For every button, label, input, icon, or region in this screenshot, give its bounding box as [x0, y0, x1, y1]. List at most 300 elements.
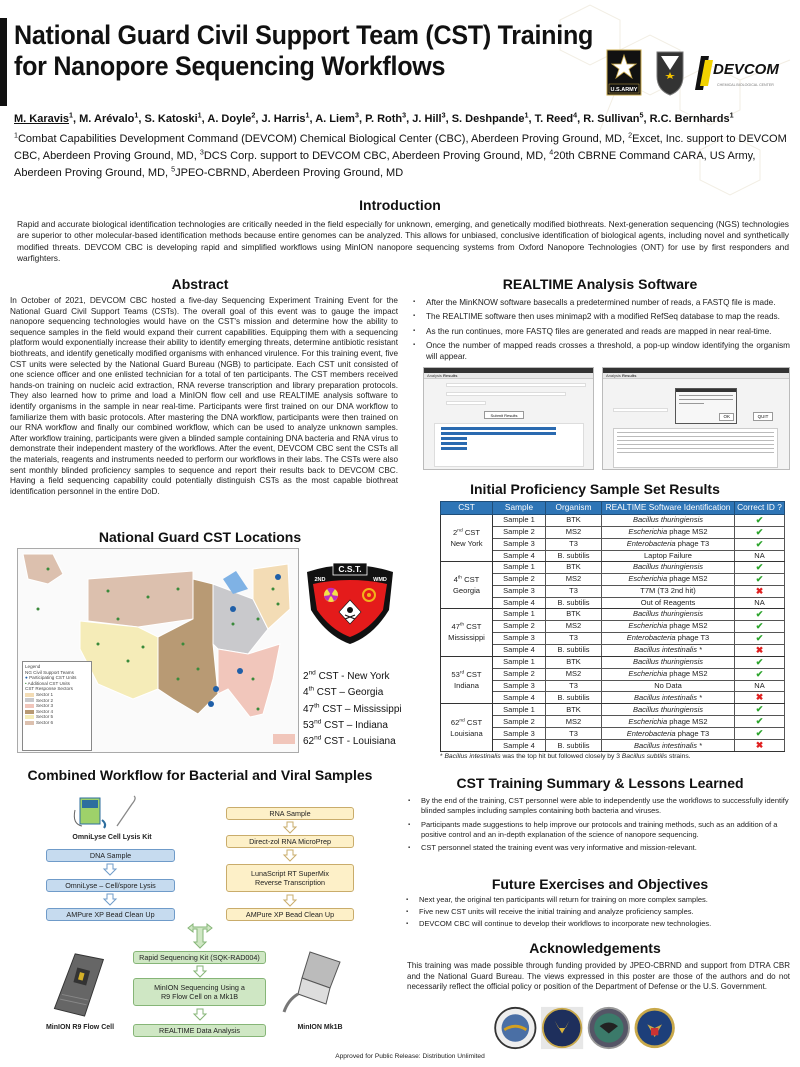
- table-row: [441, 550, 785, 561]
- identification-cell: [602, 728, 735, 740]
- correct-id-cell: [735, 514, 785, 526]
- quit-button: QUIT: [753, 412, 773, 421]
- sector-swatch: [25, 710, 34, 714]
- omnilyse-lysis-step: OmniLyse – Cell/spore Lysis: [46, 879, 175, 892]
- identification-cell: [602, 704, 735, 716]
- sample-cell: Sample 1: [493, 608, 546, 620]
- legend-title: Legend: [25, 664, 41, 669]
- organism-cell: BTK: [546, 704, 602, 716]
- future-bullet: ▪ Next year, the original ten participants will return for training on more complex samples.: [403, 895, 798, 905]
- sample-cell: Sample 3: [493, 538, 546, 550]
- identification-species: Bacillus intestinalis *: [634, 692, 702, 702]
- affiliation-text: DCS Corp. support to DEVCOM CBC, Aberdeen Proving Ground, MD,: [203, 150, 550, 162]
- author-affiliation-number: 1: [524, 111, 529, 120]
- author-affiliation-number: 5: [639, 111, 644, 120]
- identification-cell: [602, 740, 735, 752]
- identification-text: phage MS2: [667, 574, 708, 584]
- cst-label: CST: [462, 574, 480, 584]
- summary-bullet: ▪ By the end of the training, CST personnel were able to independently use the workflows to successfully identify blinded samples including samples containing both bacteria and viruses.: [405, 796, 800, 817]
- devcom-text: DEVCOM: [713, 61, 779, 78]
- checkmark-icon: ✔: [755, 620, 764, 631]
- table-row: [441, 680, 785, 691]
- omnilyse-kit-caption: OmniLyse Cell Lysis Kit: [72, 834, 152, 841]
- affiliation-number: 4: [549, 148, 554, 157]
- screenshot-tabs: [603, 373, 789, 379]
- table-row: [441, 740, 785, 752]
- realtime-bullet: ▪ As the run continues, more FASTQ files are generated and reads are mapped in near real-time.: [410, 326, 790, 337]
- cst-state: New York: [450, 538, 483, 548]
- identification-species: Bacillus thuringiensis: [632, 609, 704, 619]
- cst-ordinal: 53: [451, 669, 460, 679]
- checkmark-icon: ✔: [755, 526, 764, 537]
- author-affiliation-number: 1: [197, 111, 202, 120]
- cst-state: Mississippi: [448, 633, 485, 643]
- sample-cell: Sample 4: [493, 550, 546, 561]
- summary-bullets: [405, 796, 800, 856]
- author-name: R.C. Bernhards: [649, 113, 730, 125]
- abstract-text: In October of 2021, DEVCOM CBC hosted a five-day Sequencing Experiment Training Event for the National Guard Civil Support Teams (CSTs). The overall goal of this event was to gauge the impact nanopore sequencing technologies would have on the CST's mission and determine how the ability to sequence samples in the field would expand their current capabilities. Equipping them with a sequencing platform would exponentially increase their ability to identify emerging threats, determine antibiotic resistant biothreats, and identify genetically modified organisms with enhanced virulence. For this training event, five CST units were selected by the National Guard Bureau (NGB) to participate. Each CST unit consisted of one science officer and one enlisted technician for a total of ten participants. The CST members received hands-on training on nucleic acid extraction, RNA reverse transcription and library preparation protocols. They also learned how to prime and load a MinION flow cell and use REALTIME analysis software to identify organisms in the sample in near real-time. Participants were first trained on our DNA workflow to familiarize them with basic protocols. After mastering the DNA workflow, participants were then trained on our RNA workflow and finally our combined workflow, which can be used to analyze unknown samples. After workflow training, participants were given a blinded sample containing DNA bacteria and RNA virus to demonstrate their independent mastery of the workflows. After the event, DEVCOM CBC sent the CSTs all the materials, reagents and instruments needed to perform our workflows in their labs. The CSTs were also sent monthly blinded proficiency samples to sequence and report their results back to DEVCOM CBC. Having a field sequencing capability could potentially distinguish CSTs as the most capable biothreat identification personnel in the entire DoD.: [10, 296, 398, 496]
- sample-cell: Sample 2: [493, 620, 546, 632]
- identification-species: Enterobacteria: [626, 633, 676, 643]
- jpeo-cbrnd-seal: [495, 1008, 535, 1048]
- release-statement: Approved for Public Release: Distribution Unlimited: [335, 1053, 485, 1060]
- table-row: [441, 632, 785, 644]
- footnote-end: strains.: [667, 753, 691, 761]
- sample-cell: Sample 4: [493, 740, 546, 752]
- not-applicable-label: NA: [754, 597, 765, 607]
- identification-text: phage T3: [675, 633, 710, 643]
- sector-label: Sector 2: [36, 697, 54, 703]
- correct-id-cell: [735, 668, 785, 680]
- legend-additional-label: Additional CST Units: [27, 680, 70, 686]
- cst-unit-text: CST – Indiana: [321, 719, 388, 731]
- identification-text: phage T3: [675, 728, 710, 738]
- cst-ordinal-suffix: th: [460, 622, 465, 628]
- rapid-sequencing-kit-step: Rapid Sequencing Kit (SQK-RAD004): [133, 951, 266, 964]
- future-heading: Future Exercises and Objectives: [491, 876, 709, 892]
- tab-results: Results: [622, 373, 637, 378]
- future-bullet: ▪ Five new CST units will receive the initial training and analyze proficiency samples.: [403, 907, 798, 917]
- future-bullet: ▪ DEVCOM CBC will continue to develop their workflows to incorporate new technologies.: [403, 919, 798, 929]
- table-row: [441, 526, 785, 538]
- cst-unit-suffix: nd: [314, 718, 322, 726]
- sector-swatch: [25, 698, 34, 702]
- cst-unit-item: [303, 669, 413, 685]
- organism-cell: MS2: [546, 620, 602, 632]
- checkmark-icon: ✔: [755, 656, 764, 667]
- author-name: M. Karavis: [14, 113, 70, 125]
- table-row: [441, 573, 785, 585]
- sample-cell: Sample 3: [493, 728, 546, 740]
- correct-id-cell: [735, 608, 785, 620]
- locations-heading: National Guard CST Locations: [98, 529, 302, 545]
- identification-species: Enterobacteria: [626, 728, 676, 738]
- table-row: [441, 644, 785, 656]
- footnote-text: was the top hit but followed closely by 3: [500, 753, 622, 761]
- affiliation-text: 20th CBRNE Command CARA, US Army, Aberdeen Proving Ground, MD,: [14, 150, 756, 179]
- author-name: P. Roth: [365, 113, 403, 125]
- identification-text: No Data: [654, 680, 682, 690]
- army-logo-text: U.S.ARMY: [610, 87, 638, 93]
- sector-label: Sector 5: [36, 714, 54, 720]
- proficiency-heading: Initial Proficiency Sample Set Results: [470, 481, 720, 497]
- organism-cell: MS2: [546, 573, 602, 585]
- title-line-1: National Guard Civil Support Team (CST) Training: [14, 20, 594, 50]
- table-row: [441, 561, 785, 573]
- abstract-heading: Abstract: [171, 276, 229, 292]
- sample-cell: Sample 3: [493, 585, 546, 597]
- footnote-species-1: Bacillus intestinalis: [444, 753, 501, 761]
- down-arrow-icon: [104, 894, 116, 905]
- down-arrow-icon: [284, 895, 296, 906]
- cst-unit-ordinal: 62: [303, 736, 315, 748]
- affiliation-number: 1: [14, 131, 18, 140]
- cst-ordinal: 4: [453, 574, 458, 584]
- cst-label: CST: [464, 717, 483, 727]
- sample-cell: Sample 3: [493, 632, 546, 644]
- correct-id-cell: [735, 680, 785, 691]
- correct-id-cell: [735, 644, 785, 656]
- minion-sequencing-step: [133, 978, 266, 1006]
- sample-cell: Sample 2: [493, 526, 546, 538]
- summary-bullet: ▪ CST personnel stated the training event was very informative and mission-relevant.: [405, 843, 800, 853]
- correct-id-cell: [735, 550, 785, 561]
- correct-id-cell: [735, 728, 785, 740]
- sample-cell: Sample 2: [493, 668, 546, 680]
- cross-icon: ✖: [755, 740, 764, 751]
- directzol-rna-step: Direct-zol RNA MicroPrep: [226, 835, 354, 848]
- identification-cell: [602, 585, 735, 597]
- table-row: [441, 656, 785, 668]
- organism-cell: MS2: [546, 716, 602, 728]
- sector-swatch: [25, 721, 34, 725]
- cst-unit-cell: [441, 656, 493, 703]
- organism-cell: BTK: [546, 561, 602, 573]
- proficiency-results-table: [440, 501, 785, 752]
- participating-cst-list: [303, 669, 413, 750]
- cst-unit-ordinal: 4: [303, 687, 309, 699]
- table-row: [441, 620, 785, 632]
- identification-cell: [602, 632, 735, 644]
- badge-left-text: 2ND: [314, 577, 326, 583]
- popup-ok-button: OK: [719, 413, 734, 421]
- lunascript-line-1: LunaScript RT SuperMix: [250, 869, 330, 878]
- file-field: [613, 408, 668, 412]
- minion-device-image: [282, 948, 352, 1018]
- correct-id-cell: [735, 526, 785, 538]
- author-affiliation-number: 3: [354, 111, 359, 120]
- correct-id-cell: [735, 716, 785, 728]
- introduction-text: Rapid and accurate biological identification technologies are critically needed in the field especially for unknown, emerging, and genetically modified biothreats. Next-generation sequencing (NGS) technologies are superior to other molecular-based identification methods because entire genomes can be analyzed. This allows for unbiased, conclusive identification of biological agents, including novel and synthetically modified threats. DEVCOM CBC is developing rapid and simplified workflows using MinION nanopore sequencing systems from Oxford Nanopore Technologies (ONT) for use by first responders and warfighters.: [17, 219, 789, 264]
- legend-participating: ● Participating CST Units: [25, 675, 77, 681]
- affiliation-number: 2: [628, 131, 633, 140]
- organism-cell: T3: [546, 585, 602, 597]
- realtime-screenshot-analysis: [423, 367, 594, 470]
- correct-id-cell: [735, 704, 785, 716]
- author-affiliation-number: 1: [305, 111, 310, 120]
- national-guard-bureau-seal: [541, 1007, 583, 1049]
- sample-cell: Sample 1: [493, 561, 546, 573]
- author-name: T. Reed: [534, 113, 574, 125]
- checkmark-icon: ✔: [755, 728, 764, 739]
- affiliation-text: Combat Capabilities Development Command (DEVCOM) Chemical Biological Center (CBC), Aberdeen Proving Ground, MD,: [17, 133, 629, 145]
- identification-cell: [602, 668, 735, 680]
- author-name: S. Katoski: [144, 113, 198, 125]
- acknowledgements-text: This training was made possible through funding provided by JPEO-CBRND and support from DTRA CBR and the National Guard Bureau. The views expressed in this poster are those of the authors and do not necessarily reflect the official policy or position of the Department of Defense or the U.S. Government.: [407, 961, 790, 992]
- correct-id-cell: [735, 692, 785, 704]
- identification-cell: [602, 514, 735, 526]
- sample-cell: Sample 4: [493, 597, 546, 608]
- author-name: A. Liem: [315, 113, 355, 125]
- organism-field: [446, 392, 566, 396]
- organism-cell: B. subtilis: [546, 740, 602, 752]
- flow-cell-caption: MinION R9 Flow Cell: [45, 1024, 115, 1031]
- correct-id-cell: [735, 620, 785, 632]
- organism-cell: BTK: [546, 608, 602, 620]
- down-arrow-icon: [194, 966, 206, 977]
- identification-cell: [602, 597, 735, 608]
- identification-text: phage T3: [675, 539, 710, 548]
- submit-results-button: Submit Results: [484, 411, 524, 419]
- cst-unit-ordinal: 47: [303, 703, 315, 715]
- cst-unit-suffix: nd: [314, 734, 322, 742]
- dna-sample-step: DNA Sample: [46, 849, 175, 862]
- identification-species: Escherichia: [628, 716, 668, 726]
- identification-species: Bacillus thuringiensis: [632, 562, 704, 572]
- legend-teams-title: NG Civil Support Teams: [25, 669, 74, 675]
- sector-6-region: [88, 571, 193, 627]
- checkmark-icon: ✔: [755, 632, 764, 643]
- correct-id-cell: [735, 561, 785, 573]
- affiliation-number: 5: [171, 165, 176, 174]
- affiliation-text: Excet, Inc. support to DEVCOM CBC, Aberdeen Proving Ground, MD,: [14, 133, 787, 162]
- cst-label: CST: [464, 622, 482, 632]
- affiliations: [14, 131, 794, 182]
- identification-text: T7M (T3 2nd hit): [640, 586, 696, 596]
- cst-ordinal-suffix: th: [457, 575, 463, 581]
- realtime-analysis-step: REALTIME Data Analysis: [133, 1024, 266, 1037]
- rna-sample-step: RNA Sample: [226, 807, 354, 820]
- lunascript-line-2: Reverse Transcription: [255, 878, 325, 887]
- organism-cell: B. subtilis: [546, 597, 602, 608]
- cutoff-field: [446, 401, 486, 405]
- identification-cell: [602, 644, 735, 656]
- checkmark-icon: ✔: [755, 514, 764, 525]
- organism-cell: T3: [546, 680, 602, 691]
- identification-species: Escherichia: [628, 621, 668, 631]
- identification-species: Bacillus thuringiensis: [632, 704, 704, 714]
- identification-species: Escherichia: [628, 574, 668, 584]
- cross-icon: ✖: [755, 644, 764, 655]
- checkmark-icon: ✔: [755, 538, 764, 549]
- organism-cell: B. subtilis: [546, 692, 602, 704]
- organism-cell: T3: [546, 632, 602, 644]
- sample-cell: Sample 1: [493, 514, 546, 526]
- legend-sector-item: [25, 720, 89, 726]
- organism-cell: BTK: [546, 514, 602, 526]
- organism-cell: BTK: [546, 656, 602, 668]
- column-header-correct-id: Correct ID ?: [735, 502, 785, 515]
- realtime-screenshot-results: [602, 367, 790, 470]
- organism-cell: MS2: [546, 668, 602, 680]
- rna-ampure-cleanup-step: AMPure XP Bead Clean Up: [226, 908, 354, 921]
- flow-cell-image: [45, 952, 110, 1018]
- column-header-identification: REALTIME Software Identification: [602, 502, 735, 515]
- author-affiliation-number: 1: [729, 111, 734, 120]
- sample-cell: Sample 2: [493, 716, 546, 728]
- identification-cell: [602, 526, 735, 538]
- author-affiliation-number: 3: [402, 111, 407, 120]
- cst-state: Georgia: [452, 585, 481, 595]
- correct-id-cell: [735, 597, 785, 608]
- cst-unit-cell: [441, 704, 493, 752]
- badge-right-text: WMD: [373, 577, 387, 583]
- cst-ordinal: 47: [451, 622, 460, 632]
- organism-cell: MS2: [546, 526, 602, 538]
- cst-unit-ordinal: 2: [303, 671, 309, 682]
- checkmark-icon: ✔: [755, 704, 764, 715]
- legend-sectors-title: CST Response Sectors: [25, 686, 73, 692]
- results-log: [613, 428, 778, 468]
- correct-id-cell: [735, 740, 785, 752]
- table-row: [441, 514, 785, 526]
- down-arrow-icon: [284, 850, 296, 861]
- table-row: [441, 692, 785, 704]
- down-arrow-icon: [194, 1009, 206, 1020]
- legend-participating-label: Participating CST Units: [29, 675, 77, 681]
- realtime-bullet: ▪ After the MinKNOW software basecalls a predetermined number of reads, a FASTQ file is made.: [410, 297, 790, 308]
- table-footnote: [440, 753, 785, 761]
- cst-ordinal: 62: [450, 717, 460, 727]
- sector-swatch: [25, 693, 34, 697]
- correct-id-cell: [735, 573, 785, 585]
- dna-ampure-cleanup-step: AMPure XP Bead Clean Up: [46, 908, 175, 921]
- realtime-bullet: ▪ Once the number of mapped reads crosses a threshold, a pop-up window identifying the organism will appear.: [410, 340, 790, 363]
- cst-unit-cell: [441, 608, 493, 656]
- author-affiliation-number: 1: [69, 111, 74, 120]
- author-affiliation-number: 2: [251, 111, 256, 120]
- cst-state: Indiana: [454, 680, 479, 690]
- sample-cell: Sample 4: [493, 692, 546, 704]
- correct-id-cell: [735, 538, 785, 550]
- identification-text: Laptop Failure: [644, 550, 692, 560]
- cst-ordinal-suffix: nd: [457, 528, 463, 534]
- identification-cell: [602, 680, 735, 691]
- identification-text: phage MS2: [667, 621, 708, 631]
- lunascript-rt-step: [226, 864, 354, 892]
- dtra-seal: [589, 1008, 629, 1048]
- identification-species: Enterobacteria: [626, 539, 676, 548]
- cst-unit-ordinal: 53: [303, 719, 315, 731]
- affiliation-text: JPEO-CBRND, Aberdeen Proving Ground, MD: [175, 167, 404, 179]
- future-bullets: [403, 895, 798, 931]
- checkmark-icon: ✔: [755, 561, 764, 572]
- realtime-heading: REALTIME Analysis Software: [502, 276, 698, 292]
- sector-swatch: [25, 715, 34, 719]
- identification-text: phage MS2: [667, 716, 708, 726]
- identification-cell: [602, 656, 735, 668]
- not-applicable-label: NA: [754, 550, 765, 560]
- correct-id-cell: [735, 585, 785, 597]
- sector-label: Sector 1: [36, 691, 54, 697]
- sector-label: Sector 6: [36, 719, 54, 725]
- tab-analysis: Analysis: [606, 373, 621, 378]
- organism-cell: T3: [546, 538, 602, 550]
- sponsor-logos: [605, 48, 795, 98]
- cst-label: CST: [462, 527, 481, 537]
- column-header-cst: CST: [441, 502, 493, 515]
- author-name: S. Deshpande: [451, 113, 525, 125]
- cross-icon: ✖: [755, 585, 764, 596]
- affiliation-number: 3: [199, 148, 204, 157]
- footnote-species-2: Bacillus subtilis: [621, 753, 668, 761]
- identification-cell: [602, 620, 735, 632]
- table-row: [441, 728, 785, 740]
- identification-cell: [602, 538, 735, 550]
- column-header-organism: Organism: [546, 502, 602, 515]
- identification-text: phage MS2: [667, 527, 708, 536]
- author-name: J. Hill: [412, 113, 442, 125]
- realtime-bullets: [410, 297, 790, 365]
- identification-cell: [602, 608, 735, 620]
- checkmark-icon: ✔: [755, 668, 764, 679]
- author-list: M. Karavis$^1$, M. Arévalo$^1$, S. Katoski$^1$, A. Doyle$^2$, J. Harris$^1$, A. Liem$^3$, P. Roth$^3$, J. Hill$^3$, S. Deshpande$^1$, T. Reed$^4$, R. Sullivan$^5$, R.C. Bernhards$^1$: [14, 111, 734, 125]
- us-army-logo: [607, 50, 641, 95]
- table-row: [441, 608, 785, 620]
- tab-analysis: Analysis: [427, 373, 442, 378]
- identification-cell: [602, 716, 735, 728]
- agency-seals: [485, 1006, 685, 1050]
- table-row: [441, 716, 785, 728]
- checkmark-icon: ✔: [755, 608, 764, 619]
- cst-unit-badge: [303, 560, 397, 645]
- read-file-field: [446, 383, 586, 387]
- table-row: [441, 585, 785, 597]
- cst-label: CST: [464, 669, 482, 679]
- identification-cell: [602, 573, 735, 585]
- cst-unit-text: CST - Louisiana: [321, 736, 396, 748]
- identification-cell: [602, 550, 735, 561]
- cst-ordinal-suffix: nd: [459, 718, 465, 724]
- cst-unit-cell: [441, 561, 493, 608]
- cst-unit-suffix: nd: [308, 669, 316, 677]
- checkmark-icon: ✔: [755, 716, 764, 727]
- organism-identified-popup: [675, 388, 737, 424]
- author-affiliation-number: 4: [573, 111, 578, 120]
- cst-unit-item: [303, 702, 413, 718]
- minion-line-1: MinION Sequencing Using a: [154, 983, 245, 992]
- omnilyse-kit-image: [72, 794, 152, 830]
- summary-bullet: ▪ Participants made suggestions to help improve our protocols and training methods, such as an addition of a positive control and an in-depth explanation of the science of nanopore sequencing.: [405, 820, 800, 841]
- screenshot-tabs: [424, 373, 593, 379]
- table-row: [441, 538, 785, 550]
- organism-cell: B. subtilis: [546, 644, 602, 656]
- legend-sector-list: [25, 692, 89, 726]
- cst-unit-item: [303, 718, 413, 734]
- legend-additional: • Additional CST Units: [25, 680, 70, 686]
- badge-top-text: C.S.T.: [338, 564, 362, 574]
- map-legend: [22, 661, 92, 751]
- sample-cell: Sample 1: [493, 656, 546, 668]
- organism-cell: T3: [546, 728, 602, 740]
- author-affiliation-number: 1: [134, 111, 139, 120]
- checkmark-icon: ✔: [755, 573, 764, 584]
- cst-unit-text: CST – Mississippi: [319, 703, 402, 715]
- cst-unit-text: CST - New York: [315, 671, 390, 682]
- identification-species: Escherichia: [628, 527, 668, 536]
- down-arrow-icon: [284, 822, 296, 833]
- title-line-2: for Nanopore Sequencing Workflows: [14, 51, 446, 81]
